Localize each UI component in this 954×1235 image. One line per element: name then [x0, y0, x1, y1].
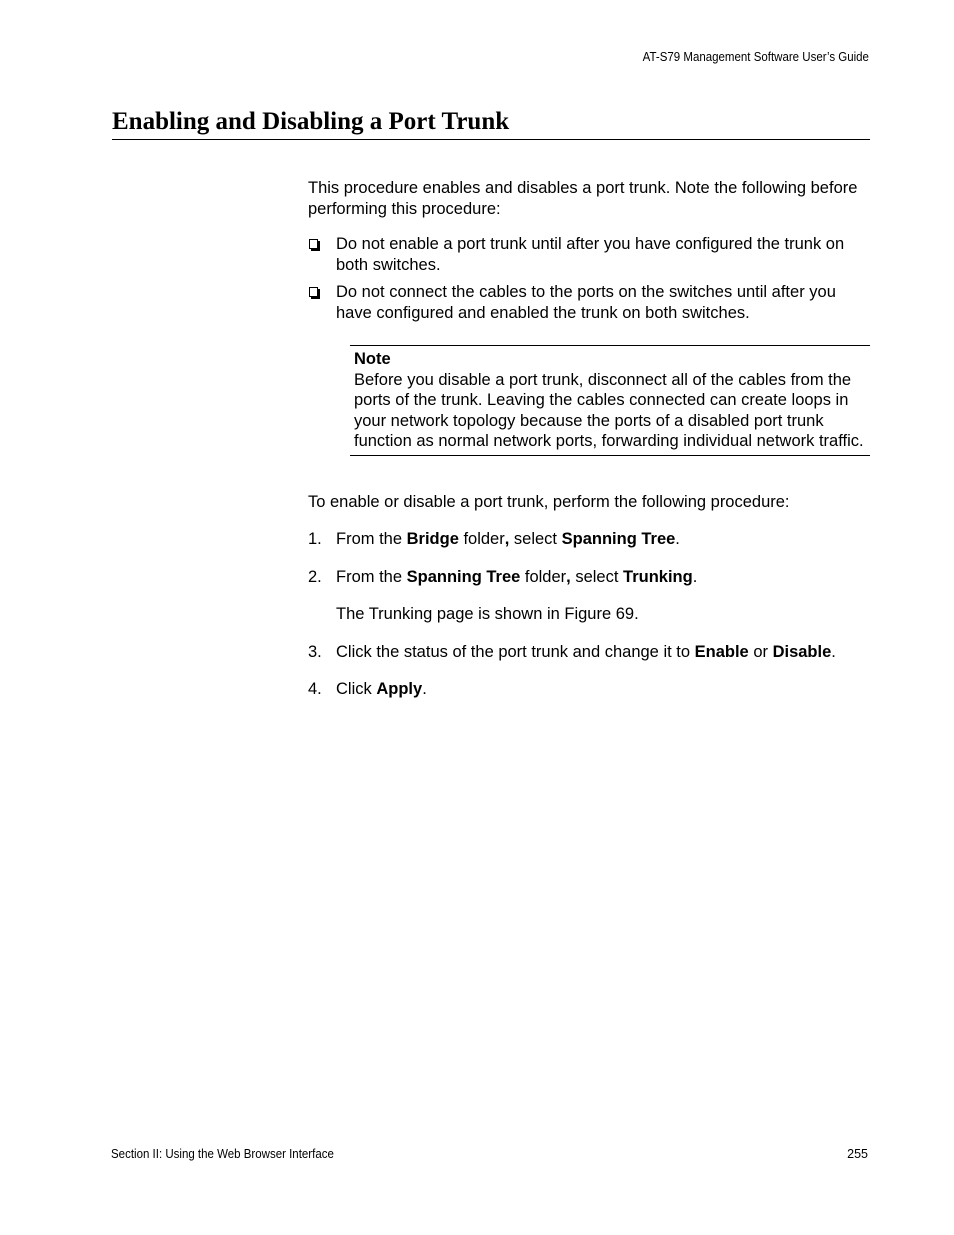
step-item — [308, 567, 870, 625]
ui-folder-name: Spanning Tree — [406, 567, 521, 586]
step-text: . — [692, 567, 698, 586]
note-text: Before you disable a port trunk, disconnect all of the cables from the ports of the trunk. Leaving the cables connected can create loops in your network topology because the ports of a disabled port trunk function as normal network ports, forwarding individual network traffic. — [354, 370, 864, 450]
ui-option-name: Disable — [772, 642, 832, 661]
step-number: 4. — [308, 680, 322, 698]
note-label: Note — [354, 350, 391, 368]
checkbox-bullet-icon — [309, 239, 318, 249]
step-number: 1. — [308, 530, 322, 548]
procedure-steps — [308, 529, 870, 700]
step-text: or — [748, 642, 773, 661]
step-text: . — [831, 642, 836, 661]
step-item — [308, 642, 870, 663]
step-text: . — [422, 680, 427, 698]
body-column — [308, 178, 870, 717]
step-punctuation: , — [504, 530, 510, 548]
section-title: Enabling and Disabling a Port Trunk — [112, 106, 870, 140]
list-item — [308, 282, 870, 323]
running-header: AT-S79 Management Software User’s Guide — [642, 50, 869, 64]
page-number: 255 — [847, 1147, 868, 1161]
list-item — [308, 234, 870, 275]
step-text: From the — [336, 567, 407, 586]
step-item — [308, 679, 870, 700]
step-number: 2. — [308, 567, 322, 586]
ui-button-name: Apply — [376, 680, 423, 698]
running-footer-section: Section II: Using the Web Browser Interface — [111, 1147, 334, 1161]
list-item-text: Do not connect the cables to the ports on the switches until after you have configured and enabled the trunk on both switches. — [336, 283, 836, 322]
step-text: folder — [520, 567, 567, 586]
step-text: . — [675, 530, 680, 548]
intro-paragraph: This procedure enables and disables a port trunk. Note the following before performing this procedure: — [308, 179, 858, 218]
procedure-intro: To enable or disable a port trunk, perform the following procedure: — [308, 492, 790, 511]
step-number: 3. — [308, 642, 322, 661]
ui-option-name: Enable — [694, 642, 749, 661]
precaution-list — [308, 234, 870, 323]
step-item — [308, 529, 870, 550]
step-text: select — [570, 567, 624, 586]
list-item-text: Do not enable a port trunk until after you have configured the trunk on both switches. — [336, 235, 845, 274]
step-text: select — [509, 530, 562, 548]
step-text: From the — [336, 530, 407, 548]
step-text: Click the status of the port trunk and change it to — [336, 642, 695, 661]
note-box — [350, 345, 870, 456]
step-note: The Trunking page is shown in Figure 69. — [336, 605, 639, 623]
ui-folder-name: Bridge — [406, 530, 459, 548]
step-punctuation: , — [566, 567, 571, 586]
step-text: Click — [336, 680, 377, 698]
ui-menu-item-name: Spanning Tree — [561, 530, 676, 548]
checkbox-bullet-icon — [309, 287, 318, 297]
ui-menu-item-name: Trunking — [623, 567, 693, 586]
step-text: folder — [458, 530, 505, 548]
